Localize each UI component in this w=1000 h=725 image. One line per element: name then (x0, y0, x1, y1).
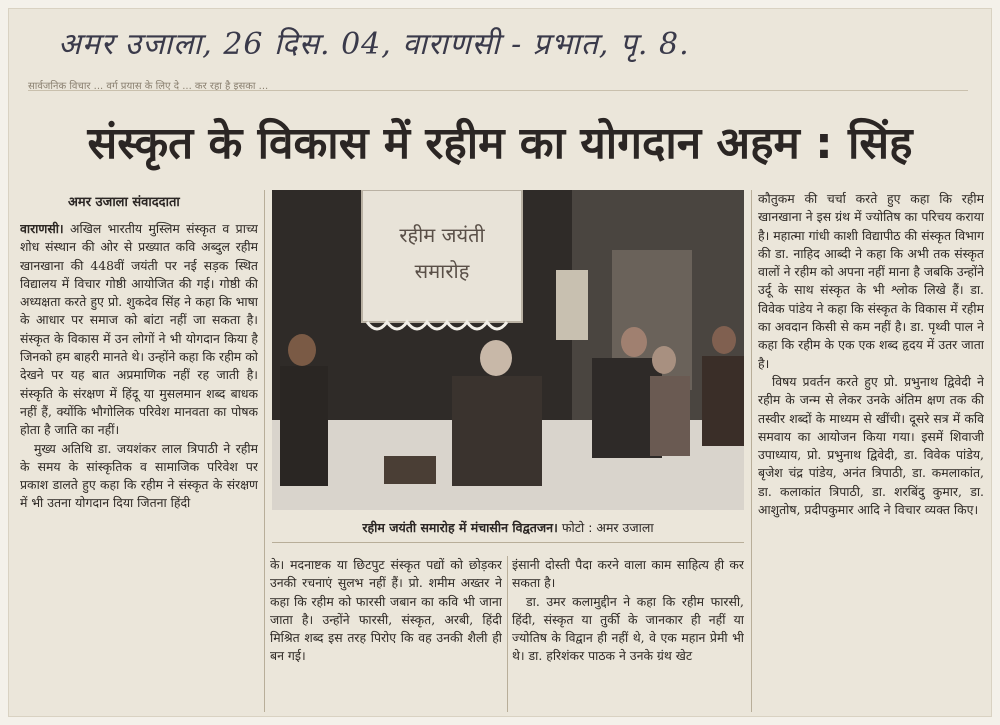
lead-text: अखिल भारतीय मुस्लिम संस्कृत व प्राच्य शोध संस्थान की ओर से प्रख्यात कवि अब्दुल रहीम खानखाना की 448वीं जयंती पर नई सड़क स्थित विद्यालय में विचार गोष्ठी आयोजित की गई। गोष्ठी की अध्यक्षता करते हुए प्रो. शुकदेव सिंह ने कहा कि भाषा के आधार पर समाज को बांटा नहीं जा सकता है। संस्कृत के विकास में उन लोगों ने भी योगदान किया है जिनको हम बाहरी मानते थे। उन्होंने कहा कि रहीम को देखने पर यह बात अप्रमाणिक नहीं रह जाती है। संस्कृति के संरक्षण में हिंदू या मुसलमान शब्द बाधक नहीं हैं, क्योंकि भौगोलिक परिवेश मानवता का पोषक होता है जाति का नहीं। (20, 221, 258, 438)
banner-line-2: समारोह (414, 259, 470, 283)
cut-previous-article-line: सार्वजनिक विचार ... वर्ग प्रयास के लिए दे ... कर रहा है इसका ... (28, 78, 968, 91)
paragraph: मुख्य अतिथि डा. जयशंकर लाल त्रिपाठी ने रहीम के समय के सांस्कृतिक व सामाजिक परिवेश पर प्रकाश डालते हुए कहा कि रहीम ने संस्कृत के संरक्षण में भी उतना योगदान दिया जितना हिंदी (20, 440, 258, 511)
paragraph: विषय प्रवर्तन करते हुए प्रो. प्रभुनाथ द्विवेदी ने रहीम के जन्म से लेकर उनके अंतिम क्षण तक की तस्वीर शब्दों के माध्यम से खींची। दूसरे सत्र में कवि समवाय का आयोजन किया गया। इसमें शिवाजी उपाध्याय, प्रो. प्रभुनाथ द्विवेदी, डा. विवेक पांडेय, बृजेश चंद्र पांडेय, अनंत त्रिपाठी, डा. कमलाकांत, डा. कलाकांत त्रिपाठी, डा. शरबिंदु कुमार, डा. आशुतोष, प्रदीपकुमार आदि ने विचार व्यक्त किए। (758, 373, 984, 518)
banner-line-1: रहीम जयंती (399, 223, 485, 247)
article-column-1 (20, 220, 258, 710)
dateline: वाराणसी। (20, 221, 64, 236)
paragraph: कौतुकम की चर्चा करते हुए कहा कि रहीम खानखाना ने इस ग्रंथ में ज्योतिष का परिचय कराया है। महात्मा गांधी काशी विद्यापीठ की संस्कृत विभाग की डा. नाहिद आब्दी ने कहा कि अभी तक संस्कृत वालों ने रहीम को अपना नहीं माना है जबकि उन्होंने उर्दू के साथ संस्कृत के भी श्लोक लिखे हैं। डा. विवेक पांडेय ने कहा कि संस्कृत के विकास में रहीम का अवदान किसी से कम नहीं है। डा. पृथ्वी पाल ने कहा कि रहीम के एक एक शब्द हृदय में उतर जाता है। (758, 191, 984, 371)
caption-text: रहीम जयंती समारोह में मंचासीन विद्वतजन। (362, 520, 558, 535)
event-photo (272, 190, 744, 510)
photo-credit: फोटो : अमर उजाला (557, 520, 654, 535)
newspaper-clipping (8, 8, 992, 717)
handwritten-source-note: अमर उजाला, 26 दिस. 04, वाराणसी - प्रभात, पृ. 8. (58, 27, 690, 62)
paragraph: डा. उमर कलामुद्दीन ने कहा कि रहीम फारसी, हिंदी, संस्कृत या तुर्की के जानकार ही नहीं या ज्योतिष के विद्वान ही नहीं थे, वे एक महान प्रेमी भी थे। डा. हरिशंकर पाठक ने उनके ग्रंथ खेट (512, 593, 744, 664)
paragraph: इंसानी दोस्ती पैदा करने वाला काम साहित्य ही कर सकता है। (512, 557, 744, 591)
byline: अमर उजाला संवाददाता (68, 195, 180, 210)
lead-paragraph (20, 220, 258, 440)
paragraph: के। मदनाष्टक या छिटपुट संस्कृत पद्यों को छोड़कर उनकी रचनाएं सुलभ नहीं हैं। प्रो. शमीम अख्तर ने कहा कि रहीम को फारसी जबान का कवि भी जाना जाता है। उन्होंने फारसी, संस्कृत, अरबी, हिंदी मिश्रित शब्द इस तरह पिरोए कि वह उनकी शैली ही बन गई। (270, 557, 502, 664)
headline: संस्कृत के विकास में रहीम का योगदान अहम : सिंह (87, 118, 913, 169)
article-column-3 (512, 556, 744, 712)
event-photo-illustration (272, 190, 744, 510)
article-column-4 (758, 190, 984, 712)
column-divider (507, 556, 508, 712)
article-column-2 (270, 556, 502, 712)
column-divider (264, 190, 265, 712)
photo-caption (272, 514, 744, 543)
column-divider (751, 190, 752, 712)
